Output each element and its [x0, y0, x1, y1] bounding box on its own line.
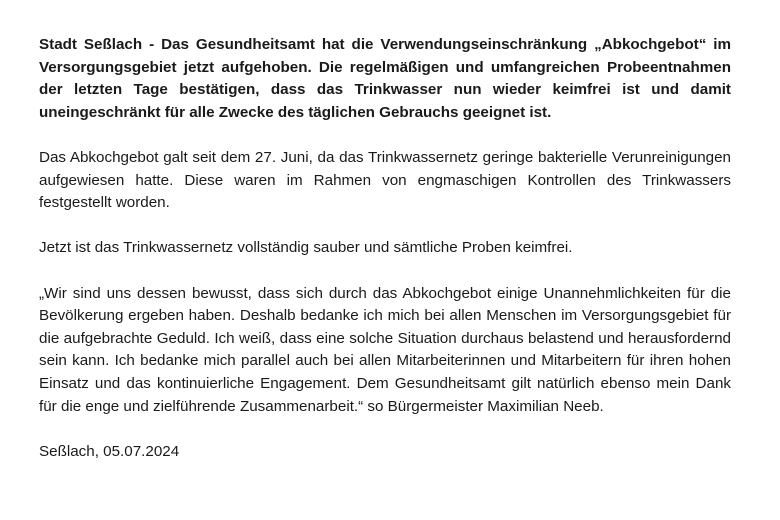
press-release	[39, 34, 731, 463]
lead-paragraph: Stadt Seßlach - Das Gesundheitsamt hat die Verwendungseinschränkung „Abkochgebot“ im Versorgungsgebiet jetzt aufgehoben. Die regelmäßigen und umfangreichen Probeentnahmen der letzten Tage bestätigen, dass das Trinkwasser nun wieder keimfrei ist und damit uneingeschränkt für alle Zwecke des täglichen Gebrauchs geeignet ist.	[39, 36, 731, 121]
body-paragraph-2: Jetzt ist das Trinkwassernetz vollständig sauber und sämtliche Proben keimfrei.	[39, 239, 573, 257]
dateline: Seßlach, 05.07.2024	[39, 442, 180, 460]
quote-paragraph: „Wir sind uns dessen bewusst, dass sich durch das Abkochgebot einige Unannehmlichkeiten für die Bevölkerung ergeben haben. Deshalb bedanke ich mich bei allen Menschen im Versorgungsgebiet für die aufgebrachte Geduld. Ich weiß, dass eine solche Situation durchaus belastend und herausfordernd sein kann. Ich bedanke mich parallel auch bei allen Mitarbeiterinnen und Mitarbeitern für ihren hohen Einsatz und das kontinuierliche Engagement. Dem Gesundheitsamt gilt natürlich ebenso mein Dank für die enge und zielführende Zusammenarbeit.“ so Bürgermeister Maximilian Neeb.	[39, 284, 731, 415]
body-paragraph-1: Das Abkochgebot galt seit dem 27. Juni, da das Trinkwassernetz geringe bakterielle Verunreinigungen aufgewiesen hatte. Diese waren im Rahmen von engmaschigen Kontrollen des Trinkwassers festgestellt worden.	[39, 148, 731, 212]
